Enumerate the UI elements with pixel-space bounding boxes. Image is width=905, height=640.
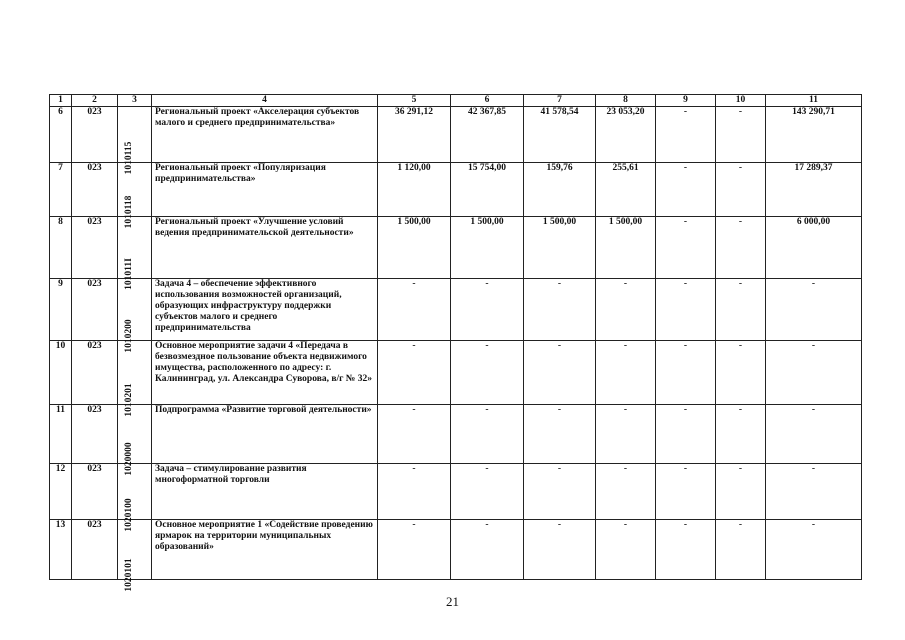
col-header-6: 6 bbox=[451, 95, 524, 107]
value-col-10: - bbox=[716, 405, 766, 464]
admin-code: 023 bbox=[72, 107, 118, 163]
value-col-7: - bbox=[524, 464, 596, 520]
admin-code: 023 bbox=[72, 163, 118, 217]
admin-code: 023 bbox=[72, 341, 118, 405]
col-header-3: 3 bbox=[118, 95, 152, 107]
budget-code-text: 1020101 bbox=[123, 558, 134, 592]
table-row bbox=[50, 464, 862, 520]
value-col-5: 1 120,00 bbox=[378, 163, 451, 217]
admin-code: 023 bbox=[72, 217, 118, 279]
col-header-8: 8 bbox=[596, 95, 656, 107]
table-row bbox=[50, 163, 862, 217]
value-col-10: - bbox=[716, 520, 766, 580]
value-col-8: 1 500,00 bbox=[596, 217, 656, 279]
item-name: Региональный проект «Акселерация субъектов малого и среднего предпринимательства» bbox=[152, 107, 378, 163]
value-col-7: - bbox=[524, 405, 596, 464]
value-col-10: - bbox=[716, 107, 766, 163]
admin-code: 023 bbox=[72, 464, 118, 520]
value-col-8: - bbox=[596, 464, 656, 520]
table-row bbox=[50, 520, 862, 580]
value-col-11: - bbox=[766, 405, 862, 464]
value-col-5: 36 291,12 bbox=[378, 107, 451, 163]
row-number: 10 bbox=[50, 341, 72, 405]
value-col-11: - bbox=[766, 279, 862, 341]
value-col-11: - bbox=[766, 341, 862, 405]
value-col-9: - bbox=[656, 163, 716, 217]
value-col-8: - bbox=[596, 279, 656, 341]
row-number: 6 bbox=[50, 107, 72, 163]
value-col-9: - bbox=[656, 405, 716, 464]
value-col-8: - bbox=[596, 341, 656, 405]
value-col-5: 1 500,00 bbox=[378, 217, 451, 279]
col-header-1: 1 bbox=[50, 95, 72, 107]
col-header-2: 2 bbox=[72, 95, 118, 107]
budget-code bbox=[118, 405, 152, 476]
item-name: Региональный проект «Улучшение условий ведения предпринимательской деятельности» bbox=[152, 217, 378, 279]
header-row bbox=[50, 95, 862, 107]
value-col-7: - bbox=[524, 341, 596, 405]
budget-code-text: 1010201 bbox=[123, 383, 134, 417]
row-number: 7 bbox=[50, 163, 72, 217]
budget-code-text: 101011I bbox=[123, 258, 134, 290]
value-col-6: 1 500,00 bbox=[451, 217, 524, 279]
value-col-9: - bbox=[656, 341, 716, 405]
value-col-5: - bbox=[378, 279, 451, 341]
col-header-9: 9 bbox=[656, 95, 716, 107]
value-col-6: 15 754,00 bbox=[451, 163, 524, 217]
item-name: Подпрограмма «Развитие торговой деятельности» bbox=[152, 405, 378, 464]
value-col-5: - bbox=[378, 405, 451, 464]
budget-code-text: 1010115 bbox=[123, 141, 134, 175]
value-col-7: 159,76 bbox=[524, 163, 596, 217]
value-col-6: - bbox=[451, 341, 524, 405]
item-name: Задача 4 – обеспечение эффективного использования возможностей организаций, образующих инфраструктуру поддержки субъектов малого и среднего предпринимательства bbox=[152, 279, 378, 341]
row-number: 12 bbox=[50, 464, 72, 520]
value-col-9: - bbox=[656, 520, 716, 580]
page-number: 21 bbox=[446, 594, 459, 609]
value-col-9: - bbox=[656, 107, 716, 163]
value-col-5: - bbox=[378, 341, 451, 405]
budget-code bbox=[118, 217, 152, 290]
budget-code-text: 1010200 bbox=[123, 319, 134, 353]
table-row bbox=[50, 341, 862, 405]
value-col-7: - bbox=[524, 279, 596, 341]
budget-code bbox=[118, 163, 152, 229]
value-col-10: - bbox=[716, 341, 766, 405]
budget-code-text: 1020100 bbox=[123, 498, 134, 532]
budget-code bbox=[118, 464, 152, 532]
value-col-11: 17 289,37 bbox=[766, 163, 862, 217]
value-col-5: - bbox=[378, 464, 451, 520]
value-col-8: 23 053,20 bbox=[596, 107, 656, 163]
value-col-9: - bbox=[656, 464, 716, 520]
col-header-11: 11 bbox=[766, 95, 862, 107]
value-col-11: - bbox=[766, 520, 862, 580]
admin-code: 023 bbox=[72, 405, 118, 464]
value-col-9: - bbox=[656, 279, 716, 341]
value-col-9: - bbox=[656, 217, 716, 279]
value-col-10: - bbox=[716, 217, 766, 279]
value-col-6: - bbox=[451, 405, 524, 464]
table-row bbox=[50, 107, 862, 163]
budget-code bbox=[118, 341, 152, 417]
value-col-5: - bbox=[378, 520, 451, 580]
col-header-10: 10 bbox=[716, 95, 766, 107]
table-row bbox=[50, 279, 862, 341]
value-col-11: - bbox=[766, 464, 862, 520]
table-row bbox=[50, 405, 862, 464]
item-name: Задача – стимулирование развития многоформатной торговли bbox=[152, 464, 378, 520]
value-col-6: - bbox=[451, 464, 524, 520]
row-number: 13 bbox=[50, 520, 72, 580]
value-col-8: - bbox=[596, 520, 656, 580]
admin-code: 023 bbox=[72, 279, 118, 341]
item-name: Региональный проект «Популяризация предпринимательства» bbox=[152, 163, 378, 217]
row-number: 9 bbox=[50, 279, 72, 341]
budget-table bbox=[49, 94, 862, 592]
admin-code: 023 bbox=[72, 520, 118, 580]
budget-code bbox=[118, 520, 152, 592]
value-col-7: 41 578,54 bbox=[524, 107, 596, 163]
budget-code-text: 1020000 bbox=[123, 442, 134, 476]
value-col-6: - bbox=[451, 279, 524, 341]
item-name: Основное мероприятие задачи 4 «Передача в безвозмездное пользование объекта недвижимого имущества, расположенного по адресу: г. Калининград, ул. Александра Суворова, в/г № 32» bbox=[152, 341, 378, 405]
budget-code-text: 1010118 bbox=[123, 195, 134, 229]
value-col-6: - bbox=[451, 520, 524, 580]
value-col-8: - bbox=[596, 405, 656, 464]
table-row bbox=[50, 217, 862, 279]
value-col-11: 143 290,71 bbox=[766, 107, 862, 163]
budget-code bbox=[118, 279, 152, 353]
col-header-5: 5 bbox=[378, 95, 451, 107]
col-header-4: 4 bbox=[152, 95, 378, 107]
row-number: 11 bbox=[50, 405, 72, 464]
value-col-8: 255,61 bbox=[596, 163, 656, 217]
value-col-6: 42 367,85 bbox=[451, 107, 524, 163]
value-col-10: - bbox=[716, 279, 766, 341]
value-col-10: - bbox=[716, 464, 766, 520]
value-col-7: 1 500,00 bbox=[524, 217, 596, 279]
row-number: 8 bbox=[50, 217, 72, 279]
budget-code bbox=[118, 107, 152, 175]
value-col-10: - bbox=[716, 163, 766, 217]
col-header-7: 7 bbox=[524, 95, 596, 107]
value-col-7: - bbox=[524, 520, 596, 580]
value-col-11: 6 000,00 bbox=[766, 217, 862, 279]
item-name: Основное мероприятие 1 «Содействие проведению ярмарок на территории муниципальных образований» bbox=[152, 520, 378, 580]
